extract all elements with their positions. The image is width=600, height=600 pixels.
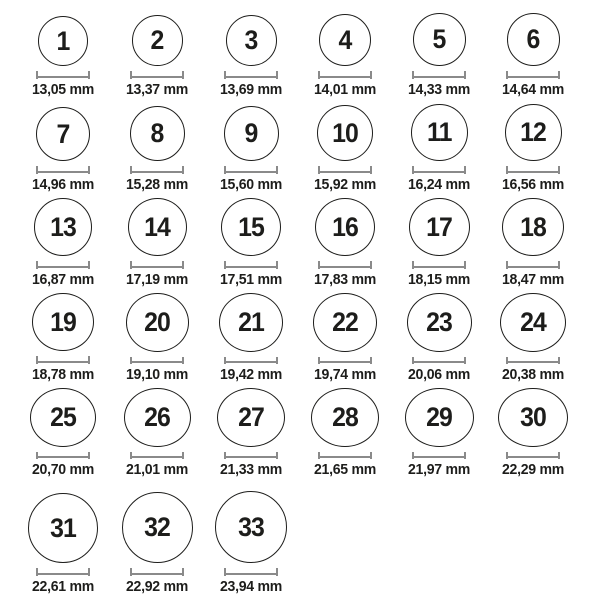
ring-size-cell [16, 293, 110, 388]
ring-circle [407, 293, 472, 352]
ring-size-number: 30 [520, 402, 546, 433]
ring-size-number: 8 [150, 118, 164, 148]
ring-size-cell [486, 293, 580, 388]
ring-circle [32, 293, 94, 351]
diameter-dimension-line [130, 261, 184, 269]
diameter-label: 15,60 mm [219, 176, 283, 193]
ring-size-number: 9 [244, 118, 258, 148]
diameter-label: 19,42 mm [219, 366, 283, 383]
diameter-label: 23,94 mm [219, 578, 283, 595]
ring-circle [500, 293, 566, 352]
diameter-label: 21,97 mm [407, 461, 471, 478]
ring-size-cell [392, 8, 486, 103]
ring-size-number: 2 [150, 25, 164, 55]
ring-circle [28, 493, 98, 563]
ring-size-number: 4 [338, 24, 352, 55]
diameter-dimension-line [318, 166, 372, 174]
ring-circle [411, 104, 468, 161]
ring-circle [34, 198, 92, 256]
diameter-dimension-line [36, 356, 90, 364]
diameter-label: 16,87 mm [31, 271, 95, 288]
ring-circle [313, 293, 377, 352]
ring-circle [413, 13, 466, 66]
diameter-label: 15,92 mm [313, 176, 377, 193]
ring-size-number: 33 [238, 511, 264, 542]
ring-size-number: 6 [526, 24, 540, 54]
diameter-dimension-line [130, 452, 184, 459]
diameter-dimension-line [36, 166, 90, 174]
diameter-label: 18,78 mm [31, 366, 95, 383]
ring-size-number: 11 [426, 117, 452, 147]
ring-circle [405, 388, 474, 447]
ring-size-number: 20 [144, 306, 170, 337]
diameter-label: 20,06 mm [407, 366, 471, 383]
ring-size-number: 13 [50, 211, 76, 242]
diameter-dimension-line [36, 452, 90, 459]
ring-size-cell [204, 103, 298, 198]
ring-size-cell [110, 103, 204, 198]
diameter-label: 22,29 mm [501, 461, 565, 478]
diameter-dimension-line [130, 568, 184, 576]
diameter-dimension-line [224, 166, 278, 174]
diameter-label: 15,28 mm [125, 176, 189, 193]
ring-size-number: 17 [426, 211, 452, 242]
diameter-dimension-line [506, 452, 560, 459]
diameter-label: 18,47 mm [501, 271, 565, 288]
ring-size-cell [110, 8, 204, 103]
ring-circle [122, 492, 193, 563]
diameter-dimension-line [318, 357, 372, 364]
ring-circle [502, 198, 564, 256]
diameter-label: 13,69 mm [219, 81, 283, 98]
ring-size-cell [298, 103, 392, 198]
diameter-dimension-line [130, 166, 184, 174]
diameter-dimension-line [224, 71, 278, 79]
diameter-dimension-line [36, 71, 90, 79]
ring-size-cell [392, 293, 486, 388]
diameter-label: 22,92 mm [125, 578, 189, 595]
ring-circle [409, 198, 470, 256]
ring-size-cell [16, 8, 110, 103]
ring-size-number: 31 [50, 512, 76, 543]
ring-size-cell [298, 8, 392, 103]
ring-circle [128, 198, 187, 256]
diameter-dimension-line [506, 261, 560, 269]
ring-size-number: 18 [520, 211, 546, 242]
ring-circle [217, 388, 285, 447]
diameter-dimension-line [224, 568, 278, 576]
ring-size-number: 16 [332, 211, 358, 242]
diameter-label: 14,96 mm [31, 176, 95, 193]
diameter-label: 19,74 mm [313, 366, 377, 383]
diameter-dimension-line [506, 71, 560, 79]
ring-circle [219, 293, 283, 352]
diameter-label: 18,15 mm [407, 271, 471, 288]
diameter-label: 14,33 mm [407, 81, 471, 98]
ring-circle [36, 107, 90, 161]
diameter-label: 21,01 mm [125, 461, 189, 478]
diameter-dimension-line [318, 261, 372, 269]
diameter-label: 20,38 mm [501, 366, 565, 383]
diameter-label: 20,70 mm [31, 461, 95, 478]
ring-size-number: 12 [520, 117, 546, 147]
ring-size-cell [204, 8, 298, 103]
ring-circle [224, 106, 279, 161]
ring-size-number: 22 [332, 306, 358, 337]
ring-circle [221, 198, 281, 256]
ring-size-number: 23 [426, 306, 452, 337]
ring-size-cell [486, 388, 580, 483]
ring-size-number: 29 [426, 402, 452, 433]
ring-circle [319, 14, 371, 66]
diameter-dimension-line [412, 452, 466, 459]
ring-size-cell [110, 388, 204, 483]
diameter-dimension-line [412, 261, 466, 269]
diameter-dimension-line [224, 452, 278, 459]
ring-size-cell [298, 198, 392, 293]
ring-size-cell [486, 8, 580, 103]
diameter-dimension-line [130, 71, 184, 79]
ring-size-cell [392, 198, 486, 293]
ring-size-number: 10 [332, 117, 358, 148]
ring-circle [311, 388, 379, 447]
ring-circle [132, 15, 183, 66]
diameter-label: 16,24 mm [407, 176, 471, 193]
ring-size-cell [204, 483, 298, 600]
ring-size-cell [204, 388, 298, 483]
ring-size-number: 25 [50, 401, 76, 432]
ring-circle [505, 104, 562, 161]
ring-size-number: 28 [332, 402, 358, 433]
diameter-label: 14,64 mm [501, 81, 565, 98]
ring-circle [507, 13, 560, 66]
diameter-label: 17,19 mm [125, 271, 189, 288]
ring-size-cell [16, 483, 110, 600]
diameter-dimension-line [412, 357, 466, 364]
ring-size-cell [16, 388, 110, 483]
ring-size-number: 5 [432, 24, 446, 54]
ring-size-cell [298, 388, 392, 483]
diameter-dimension-line [224, 261, 278, 269]
ring-size-cell [204, 198, 298, 293]
diameter-dimension-line [506, 357, 560, 364]
ring-size-number: 32 [144, 512, 170, 542]
ring-size-number: 24 [520, 306, 546, 337]
diameter-dimension-line [412, 71, 466, 79]
ring-size-number: 26 [144, 401, 170, 432]
ring-size-cell [16, 103, 110, 198]
diameter-label: 22,61 mm [31, 578, 95, 595]
ring-size-number: 15 [238, 211, 264, 242]
ring-size-number: 27 [238, 402, 264, 433]
ring-circle [215, 491, 287, 563]
diameter-dimension-line [412, 166, 466, 174]
ring-size-number: 7 [56, 118, 70, 149]
ring-size-cell [110, 198, 204, 293]
ring-size-cell [110, 483, 204, 600]
ring-size-cell [392, 103, 486, 198]
ring-circle [226, 15, 277, 66]
ring-size-number: 3 [244, 25, 258, 55]
ring-circle [315, 198, 375, 256]
ring-size-cell [204, 293, 298, 388]
ring-size-cell [16, 198, 110, 293]
diameter-dimension-line [36, 261, 90, 269]
diameter-dimension-line [318, 452, 372, 459]
ring-circle [30, 388, 96, 447]
ring-size-number: 19 [50, 306, 76, 337]
diameter-label: 13,37 mm [125, 81, 189, 98]
diameter-dimension-line [224, 357, 278, 364]
diameter-label: 17,83 mm [313, 271, 377, 288]
ring-size-number: 21 [238, 306, 264, 337]
diameter-label: 21,65 mm [313, 461, 377, 478]
diameter-dimension-line [36, 568, 90, 576]
diameter-label: 19,10 mm [125, 366, 189, 383]
diameter-dimension-line [318, 71, 372, 79]
ring-circle [38, 16, 88, 66]
ring-circle [130, 106, 185, 161]
diameter-label: 13,05 mm [31, 81, 95, 98]
diameter-label: 16,56 mm [501, 176, 565, 193]
ring-size-cell [392, 388, 486, 483]
ring-circle [126, 293, 189, 352]
diameter-label: 14,01 mm [313, 81, 377, 98]
ring-size-cell [298, 293, 392, 388]
ring-circle [498, 388, 568, 447]
ring-circle [124, 388, 191, 447]
ring-size-number: 14 [144, 211, 170, 242]
diameter-label: 17,51 mm [219, 271, 283, 288]
ring-circle [317, 105, 373, 161]
diameter-dimension-line [506, 166, 560, 174]
diameter-label: 21,33 mm [219, 461, 283, 478]
ring-size-cell [110, 293, 204, 388]
ring-size-number: 1 [56, 25, 70, 56]
ring-size-cell [486, 103, 580, 198]
ring-size-cell [486, 198, 580, 293]
diameter-dimension-line [130, 357, 184, 364]
